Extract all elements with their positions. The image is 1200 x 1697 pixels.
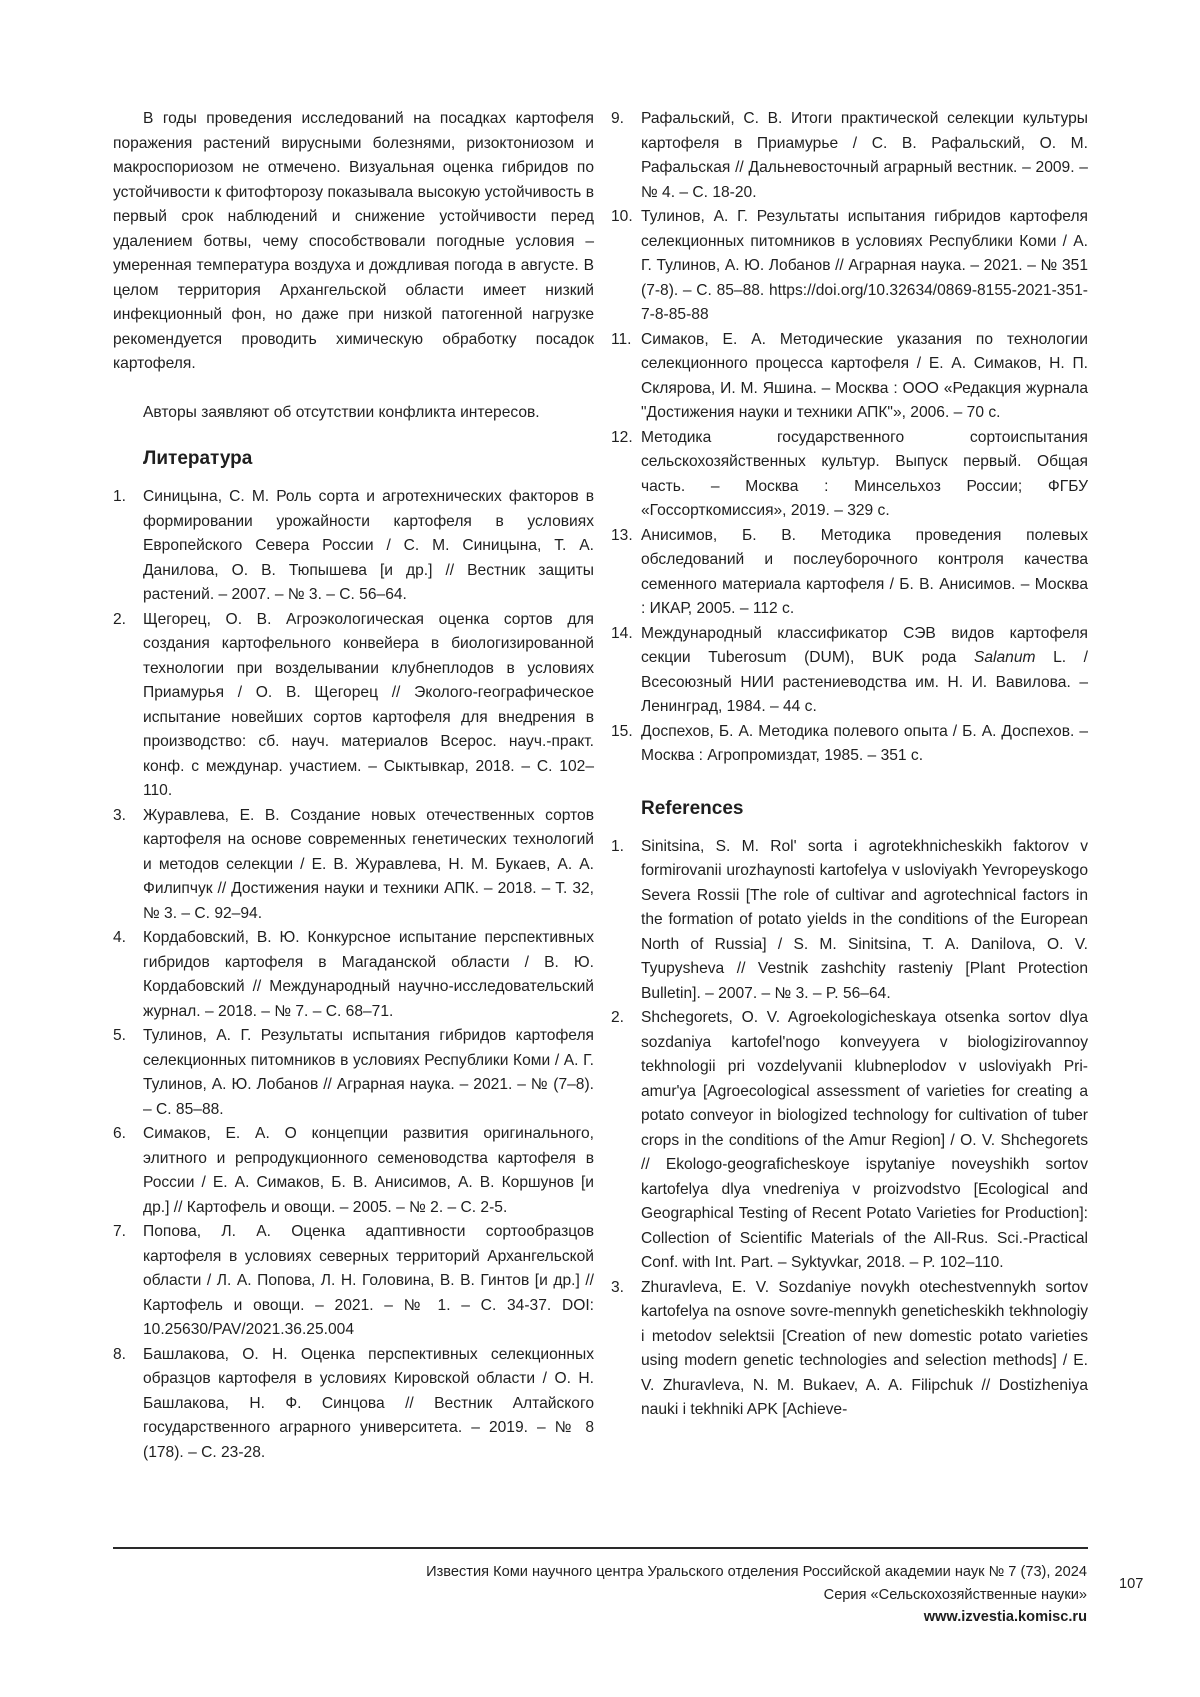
literature-item-text: Кордабовский, В. Ю. Конкурсное испытание перспективных гибридов картофеля в Магаданской области / В. Ю. Кордабовский // Международный научно-исследовательский журнал. – 2018. – № 7. – С. 68–71. <box>143 929 594 1020</box>
reference-item-number: 3. <box>611 1278 625 1296</box>
literature-item-number: 6. <box>113 1125 127 1142</box>
literature-item <box>611 524 1088 622</box>
right-column <box>611 107 1088 1423</box>
journal-title: Известия Коми научного центра Уральского отделения Российской академии наук № 7 (73), 2024 <box>426 1564 1087 1580</box>
literature-item-text: Рафальский, С. В. Итоги практической селекции культуры картофеля в Приамурье / С. В. Рафальский, О. М. Рафальская // Дальневосточный аграрный вестник. – 2009. – № 4. – С. 18-20. <box>641 110 1088 201</box>
literature-item-number: 2. <box>113 610 127 628</box>
genus-name-italic: Salanum <box>973 649 1036 666</box>
literature-item-number: 15. <box>611 722 633 740</box>
reference-item-number: 1. <box>611 837 625 855</box>
literature-item-text: Методика государственного сортоиспытания сельскохозяйственных культур. Выпуск первый. Общая часть. – Москва : Минсельхоз России; ФГБУ «Госсорткомиссия», 2019. – 329 с. <box>641 428 1088 519</box>
page-number: 107 <box>1119 1576 1144 1592</box>
literature-item <box>611 720 1088 769</box>
reference-item <box>611 1006 1088 1276</box>
literature-item-text: Щегорец, О. В. Агроэкологическая оценка сортов для создания картофельного конвейера в биологизированной технологии при возделывании клубнеплодов в условиях Приамурья / О. В. Щегорец // Эколого-географическое испытание новейших сортов картофеля для внедрения в производство: сб. науч. материалов Всерос. науч.-практ. конф. с междунар. участием. – Сыктывкар, 2018. – С. 102–110. <box>143 610 594 799</box>
reference-item-text: Shchegorets, O. V. Agroekologicheskaya otsenka sortov dlya sozdaniya kartofel'nogo konveyyera v biologizirovannoy tekhnologii pri vozdelyvanii klubneplodov v usloviyakh Pri-amur'ya [Agroecological assessment of varieties for creating a potato conveyor in biologized technology for cultivation of tuber crops in the conditions of the Amur Region] / O. V. Shchegorets // Ekologo-geograficheskoye ispytaniye noveyshikh sortov kartofelya dlya vnedreniya v proizvodstvo [Ecological and Geographical Testing of Recent Potato Varieties for Production]: Collection of Scientific Materials of the All-Rus. Sci.-Practical Conf. with Int. Part. – Syktyvkar, 2018. – P. 102–110. <box>641 1009 1088 1271</box>
literature-item <box>113 1343 594 1466</box>
literature-item <box>113 608 594 804</box>
literature-item <box>113 1122 594 1220</box>
literature-item-text: Анисимов, Б. В. Методика проведения полевых обследований и послеуборочного контроля качества семенного материала картофеля / Б. В. Анисимов. – Москва : ИКАР, 2005. – 112 с. <box>641 526 1088 617</box>
literature-item-number: 9. <box>611 110 625 127</box>
literature-heading: Литература <box>143 448 253 469</box>
literature-item-number: 1. <box>113 488 127 505</box>
literature-item-text: Попова, Л. А. Оценка адаптивности сортообразцов картофеля в условиях северных территорий Архангельской области / Л. А. Попова, Л. Н. Головина, В. В. Гинтов [и др.] // Картофель и овощи. – 2021. – № 1. – С. 34-37. DOI: 10.25630/PAV/2021.36.25.004 <box>143 1223 594 1338</box>
journal-series: Серия «Сельскохозяйственные науки» <box>823 1586 1087 1603</box>
literature-item-text: Журавлева, Е. В. Создание новых отечественных сортов картофеля на основе современных генетических технологий и методов селекции / Е. В. Журавлева, Н. М. Букаев, А. А. Филипчук // Достижения науки и техники АПК. – 2018. – Т. 32, № 3. – С. 92–94. <box>143 806 594 922</box>
reference-item-text: Sinitsina, S. M. Rol' sorta i agrotekhnicheskikh faktorov v formirovanii urozhaynosti kartofelya v usloviyakh Yevropeyskogo Severa Rossii [The role of cultivar and agrotechnical factors in the formation of potato yields in the conditions of the European North of Russia] / S. M. Sinitsina, T. A. Danilova, O. V. Tyupysheva // Vestnik zashchity rasteniy [Plant Protection Bulletin]. – 2007. – № 3. – P. 56–64. <box>641 837 1088 1002</box>
literature-item <box>113 1024 594 1122</box>
literature-item <box>611 205 1088 328</box>
literature-item-number: 10. <box>611 208 633 225</box>
literature-item-number: 3. <box>113 806 127 824</box>
literature-item-text: Симаков, Е. А. О концепции развития оригинального, элитного и репродукционного семеноводства картофеля в России / Е. А. Симаков, Б. В. Анисимов, А. В. Коршунов [и др.] // Картофель и овощи. – 2005. – № 2. – С. 2-5. <box>143 1125 594 1216</box>
journal-footer <box>287 1561 1087 1629</box>
literature-item-text: Синицына, С. М. Роль сорта и агротехнических факторов в формировании урожайности картофеля в условиях Европейского Севера России / С. М. Синицына, Т. А. Данилова, О. В. Тюпышева [и др.] // Вестник защиты растений. – 2007. – № 3. – С. 56–64. <box>143 488 594 603</box>
literature-item <box>611 622 1088 720</box>
literature-item-number: 7. <box>113 1223 127 1240</box>
literature-item <box>113 485 594 608</box>
literature-list <box>113 485 594 1465</box>
literature-item <box>611 426 1088 524</box>
literature-item-number: 11. <box>611 330 632 348</box>
literature-item-text: Тулинов, А. Г. Результаты испытания гибридов картофеля селекционных питомников в условиях Республики Коми / А. Г. Тулинов, А. Ю. Лобанов // Аграрная наука. – 2021. – № 351 (7-8). – С. 85–88. https://doi.org/10.32634/0869-8155-2021-351-7-8-85-88 <box>641 208 1088 323</box>
reference-item-number: 2. <box>611 1009 625 1026</box>
reference-item-text: Zhuravleva, E. V. Sozdaniye novykh otechestvennykh sortov kartofelya na osnove sovre-mennykh geneticheskikh tekhnologiy i metodov selektsii [Creation of new domestic potato varieties using modern genetic technologies and selection methods] / E. V. Zhuravleva, N. M. Bukaev, A. A. Filipchuk // Dostizheniya nauki i tekhniki APK [Achieve- <box>641 1278 1088 1418</box>
literature-item-text: Симаков, Е. А. Методические указания по технологии селекционного процесса картофеля / Е. А. Симаков, Н. П. Склярова, И. М. Яшина. – Москва : ООО «Редакция журнала "Достижения науки и техники АПК"», 2006. – 70 с. <box>641 330 1088 421</box>
literature-item-number: 13. <box>611 526 633 544</box>
footer-divider <box>113 1547 1088 1549</box>
reference-item <box>611 1276 1088 1423</box>
literature-item-text-end: L. / Всесоюзный НИИ растениеводства им. Н. И. Вавилова. – Ленинград, 1984. – 44 с. <box>641 649 1088 715</box>
literature-item-number: 14. <box>611 624 633 642</box>
literature-item <box>611 328 1088 426</box>
literature-item <box>113 926 594 1024</box>
literature-item-number: 8. <box>113 1345 127 1363</box>
conclusion-paragraph: В годы проведения исследований на посадках картофеля поражения растений вирусными болезнями, ризоктониозом и макроспориозом не отмечено. Визуальная оценка гибридов по устойчивости к фитофторозу показывала высокую устойчивость в первый срок наблюдений и снижение устойчивости перед удалением ботвы, чему способствовали погодные условия – умеренная температура воздуха и дождливая погода в августе. В целом территория Архангельской области имеет низкий инфекционный фон, но даже при низкой патогенной нагрузке рекомендуется проводить химическую обработку посадок картофеля. <box>113 110 594 372</box>
conflict-of-interest-statement: Авторы заявляют об отсутствии конфликта интересов. <box>143 403 540 421</box>
literature-item <box>113 804 594 927</box>
literature-item-text: Башлакова, О. Н. Оценка перспективных селекционных образцов картофеля в условиях Кировской области / О. Н. Башлакова, Н. Ф. Синцова // Вестник Алтайского государственного аграрного университета. – 2019. – № 8 (178). – С. 23-28. <box>143 1345 594 1461</box>
literature-item-number: 4. <box>113 929 127 946</box>
journal-website: www.izvestia.komisc.ru <box>923 1609 1087 1625</box>
left-column <box>113 107 594 1465</box>
literature-item <box>113 1220 594 1343</box>
literature-item-text: Тулинов, А. Г. Результаты испытания гибридов картофеля селекционных питомников в условиях Республики Коми / А. Г. Тулинов, А. Ю. Лобанов // Аграрная наука. – 2021. – № (7–8). – С. 85–88. <box>143 1027 594 1118</box>
literature-list-continued <box>611 107 1088 769</box>
literature-item-text <box>641 622 1088 720</box>
references-heading: References <box>641 797 744 819</box>
literature-item-text: Доспехов, Б. А. Методика полевого опыта / Б. А. Доспехов. – Москва : Агропромиздат, 1985. – 351 с. <box>641 722 1088 764</box>
reference-item <box>611 835 1088 1007</box>
literature-item <box>611 107 1088 205</box>
references-list <box>611 835 1088 1423</box>
literature-item-text-start: Международный классификатор СЭВ видов картофеля секции Tuberosum (DUM), BUK рода <box>641 624 1088 666</box>
literature-item-number: 5. <box>113 1027 127 1044</box>
literature-item-number: 12. <box>611 428 633 446</box>
